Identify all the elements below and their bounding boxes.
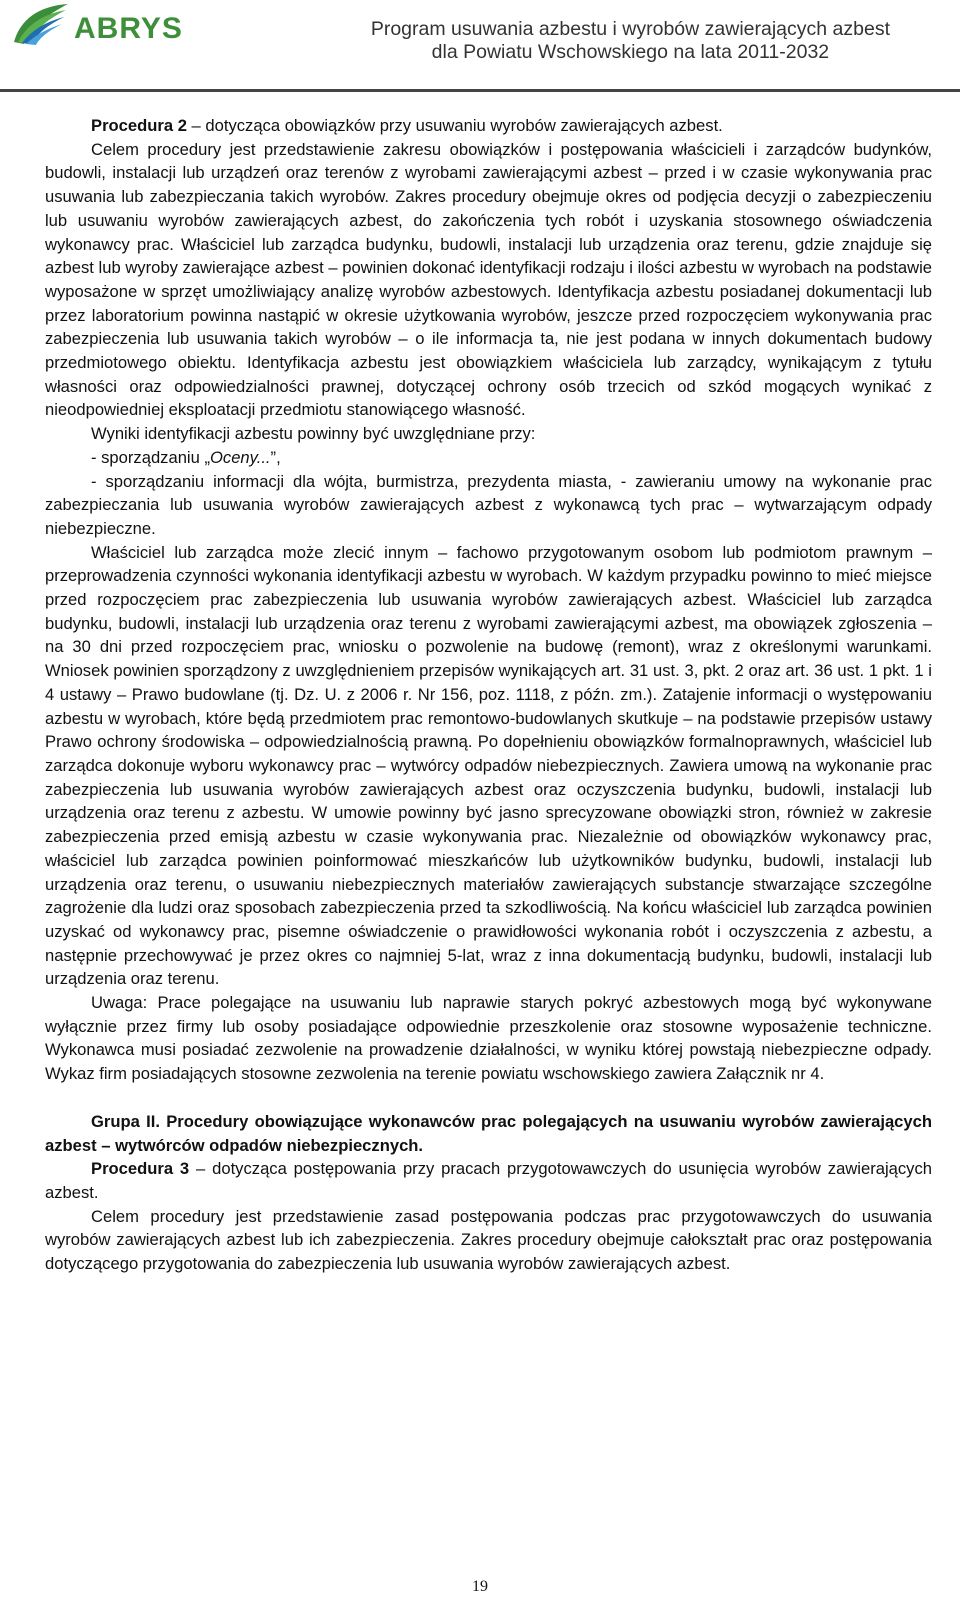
list-item-oceny [45,446,932,470]
document-title [371,18,890,64]
list-item-informacja: - sporządzaniu informacji dla wójta, burmistrza, prezydenta miasta, - zawieraniu umowy na wykonanie prac zabezpieczania lub usuwania wyrobów zawierających azbest z wykonawcą tych prac – wytwarzającym odpady niebezpieczne. [45,471,932,538]
page-header [0,0,960,92]
paragraph-identification-results: Wyniki identyfikacji azbestu powinny być uwzględniane przy: [91,424,536,444]
leaf-icon [12,2,70,46]
document-body [45,114,932,1276]
abrys-logo [12,2,202,48]
logo-text: ABRYS [74,12,183,45]
paragraph-owner-obligations: Właściciel lub zarządca może zlecić innym – fachowo przygotowanym osobom lub podmiotom prawnym – przeprowadzenia czynności wykonania identyfikacji azbestu w wyrobach. W każdym przypadku powinno to mieć miejsce przed rozpoczęciem prac zabezpieczenia lub usuwania wyrobów zawierających azbest. Właściciel lub zarządca budynku, budowli, instalacji lub urządzenia oraz terenu z wyrobami zawierającymi azbest, ma obowiązek zgłoszenia – na 30 dni przed rozpoczęciem prac, wniosku o pozwolenie na budowę (remont), wraz z określonymi warunkami. Wniosek powinien sporządzony z uwzględnieniem przepisów wynikających art. 31 ust. 3, pkt. 2 oraz art. 36 ust. 1 pkt. 1 i 4 ustawy – Prawo budowlane (tj. Dz. U. z 2006 r. Nr 156, poz. 1118, z późn. zm.). Zatajenie informacji o występowaniu azbestu w wyrobach, które będą przedmiotem prac remontowo-budowlanych skutkuje – na podstawie przepisów ustawy Prawo ochrony środowiska – odpowiedzialnością prawną. Po dopełnieniu obowiązków formalnoprawnych, właściciel lub zarządca dokonuje wyboru wykonawcy prac – wytwórcy odpadów niebezpiecznych. Zawiera umową na wykonanie prac zabezpieczenia lub usuwania wyrobów zawierających azbest oraz oczyszczenia budynku, budowli, instalacji lub urządzenia oraz terenu z azbestu. W umowie powinny być jasno sprecyzowane obowiązki stron, również w zakresie zabezpieczenia przed emisją azbestu w czasie wykonywania prac. Niezależnie od obowiązków wykonawcy prac, właściciel lub zarządca powinien poinformować mieszkańców lub użytkowników budynku, budowli, instalacji lub urządzenia oraz terenu, o usuwaniu niebezpiecznych materiałów zawierających substancje stwarzające szczególne zagrożenie dla ludzi oraz sposobach zabezpieczenia przed ta szkodliwością. Na końcu właściciel lub zarządca powinien uzyskać od wykonawcy prac, pisemne oświadczenie o prawidłowości wykonania robót i oczyszczenia z azbestu, a następnie przechowywać je przez okres co najmniej 5-lat, wraz z inna dokumentacją budynku, budowli, instalacji lub urządzenia oraz terenu. [45,542,932,989]
group-2-heading [45,1110,932,1157]
header-divider [0,89,960,92]
paragraph-procedure-2-purpose: Celem procedury jest przedstawienie zakresu obowiązków i postępowania właścicieli i zarządców budynków, budowli, instalacji lub urządzeń oraz terenów z wyrobami zawierającymi azbest – przed i w czasie wykonywania prac usuwania lub zabezpieczania takich wyrobów. Zakres procedury obejmuje okres od podjęcia decyzji o zabezpieczeniu lub usuwaniu wyrobów zawierających azbest, do zakończenia tych robót i uzyskania stosownego oświadczenia wykonawcy prac. Właściciel lub zarządca budynku, budowli, instalacji lub urządzenia oraz terenu, gdzie znajduje się azbest lub wyroby zawierające azbest – powinien dokonać identyfikacji rodzaju i ilości azbestu w wyrobach na podstawie wyposażone w sprzęt umożliwiający analizę wyrobów azbestowych. Identyfikacja azbestu posiadanej dokumentacji lub przez laboratorium powinna nastąpić w okresie użytkowania wyrobów, jeszcze przed rozpoczęciem wykonywania prac zabezpieczenia lub usuwania takich wyrobów – o ile informacja ta, nie jest podana w innych dokumentach budowy przedmiotowego obiektu. Identyfikacja azbestu jest obowiązkiem właściciela lub zarządcy, wynikającym z tytułu własności oraz odpowiedzialności prawnej, dotyczącej ochrony osób trzecich od szkód mogących wynikać z nieodpowiedniej eksploatacji przedmiotu stanowiącego własność. [45,139,932,420]
paragraph-procedure-3-purpose: Celem procedury jest przedstawienie zasad postępowania podczas prac przygotowawczych do usuwania wyrobów zawierających azbest lub ich zabezpieczenia. Zakres procedury obejmuje całokształt prac oraz postępowania dotyczącego przygotowania do zabezpieczenia lub usuwania wyrobów zawierających azbest. [45,1206,932,1274]
procedure-2-heading [91,114,932,138]
list-item-oceny-suffix: ”, [270,447,281,467]
procedure-3-label: Procedura 3 [91,1159,190,1179]
document-title-line-1: Program usuwania azbestu i wyrobów zawierających azbest [370,18,890,40]
procedure-2-title: – dotycząca obowiązków przy usuwaniu wyrobów zawierających azbest. [186,116,723,135]
list-item-oceny-italic: Oceny... [209,447,271,467]
procedure-3-title: – dotycząca postępowania przy pracach przygotowawczych do usunięcia wyrobów zawierających azbest. [45,1159,932,1202]
page-number: 19 [472,1578,488,1595]
group-2-heading-text: Grupa II. Procedury obowiązujące wykonawców prac polegających na usuwaniu wyrobów zawierających azbest – wytwórców odpadów niebezpiecznych. [45,1111,932,1155]
section-gap [45,1086,932,1110]
procedure-3-heading [45,1157,932,1204]
procedure-2-label: Procedura 2 [91,116,187,135]
list-item-oceny-prefix: - sporządzaniu „ [91,447,210,467]
paragraph-note: Uwaga: Prace polegające na usuwaniu lub naprawie starych pokryć azbestowych mogą być wykonywane wyłącznie przez firmy lub osoby posiadające odpowiednie przeszkolenie oraz stosowne wyposażenie techniczne. Wykonawca musi posiadać zezwolenie na prowadzenie działalności, w wyniku której powstają niebezpieczne odpady. Wykaz firm posiadających stosowne zezwolenia na terenie powiatu wschowskiego zawiera Załącznik nr 4. [45,993,932,1084]
document-title-line-2: dla Powiatu Wschowskiego na lata 2011-2032 [431,41,830,63]
